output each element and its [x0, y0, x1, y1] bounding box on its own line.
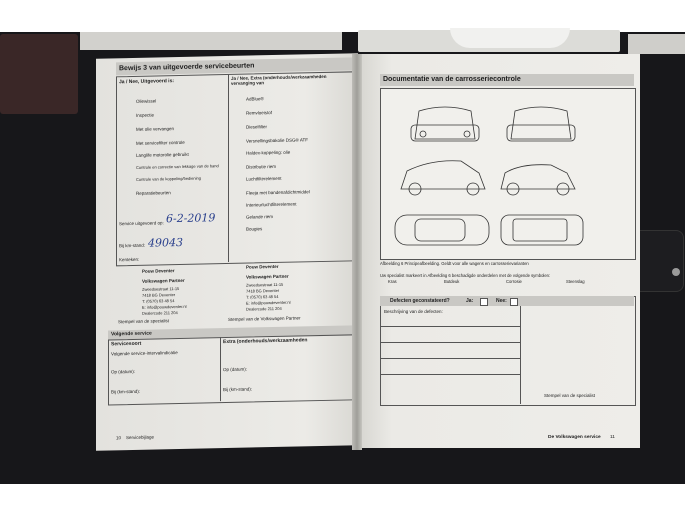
stamp-right-caption: Stempel van de Volkswagen Partner	[228, 315, 301, 322]
row-right-7: Luchtfilterelement	[246, 175, 282, 182]
diagram-caption: Afbeelding 6 Principeafbeelding. Geldt voor alle wagens en carrosserievarianten	[380, 261, 529, 266]
right-paper-edge	[628, 34, 685, 54]
book-spine-shadow	[352, 54, 362, 450]
stamp-left-name: Pouw Deventer	[142, 268, 175, 274]
row-right-2: Remvloeistof	[246, 110, 273, 116]
row-left-2: Inspectie	[136, 112, 155, 118]
no-checkbox[interactable]	[510, 298, 518, 306]
km-label: Bij km-stand:	[119, 242, 146, 249]
km-handwritten: 49043	[148, 235, 183, 250]
symbol-steenslag: Steenslag	[566, 279, 585, 284]
next-divider	[220, 337, 221, 401]
col-right-header: Ja / Nee, Extra (onderhouds/werkzaamheden vervanging van	[231, 73, 327, 86]
row-left-8: Reparatiebeurten	[136, 190, 171, 196]
row-right-8: Fleeja met bandenafdichtmiddel	[246, 189, 310, 196]
defects-row-2	[380, 342, 520, 343]
defects-stamp-caption: Stempel van de specialist	[544, 393, 596, 398]
row-left-3: Met olie vervangen	[136, 126, 175, 132]
left-page	[96, 53, 358, 450]
stamp-right-name: Pouw Deventer	[246, 263, 279, 270]
row-right-3: Dieselfilter	[246, 124, 268, 130]
left-footer: Servicebijlage	[126, 434, 155, 441]
right-page	[358, 54, 640, 448]
kenteken-label: Kenteken:	[119, 256, 140, 263]
defects-label: Defecten geconstateerd?	[390, 298, 450, 304]
stamp-right-email: E: info@pouwdeventer.nl	[246, 299, 291, 306]
next-row1: Volgende service-intervalindicatie	[111, 350, 178, 357]
stamp-left-caption: Stempel van de specialist	[118, 318, 170, 325]
stamp-left-email: E: info@pouwdeventer.nl	[142, 303, 187, 310]
grey-booklet-top	[80, 32, 342, 50]
bottom-border	[0, 484, 685, 514]
left-page-title: Bewijs 3 van uitgevoerde servicebeurten	[116, 57, 354, 75]
defects-description: Beschrijving van de defecten:	[384, 309, 443, 314]
row-left-1: Oliewissel	[136, 98, 157, 104]
car-diagram	[381, 89, 635, 259]
row-left-6: Controle en correctie van lekkage van de band	[136, 163, 219, 170]
defects-row-1	[380, 326, 520, 327]
row-right-10: Gelande riem	[246, 214, 274, 220]
service-date-handwritten: 6-2-2019	[166, 211, 216, 226]
row-right-5: Haldex-koppeling: olie	[246, 149, 291, 156]
stamp-left-city: 7418 BG Deventer	[142, 292, 176, 298]
next-col1: Servicesoort	[111, 340, 142, 348]
row-right-1: AdBlue®	[246, 96, 264, 102]
row-right-11: Bougies	[246, 226, 263, 232]
car-diagram-frame	[380, 88, 636, 260]
stamp-right-partner: Volkswagen Partner	[246, 273, 289, 280]
dark-case-left	[0, 34, 78, 114]
defects-divider	[520, 306, 521, 404]
right-page-title: Documentatie van de carrosseriecontrole	[380, 74, 634, 86]
next-date-right: Op (datum):	[223, 366, 248, 373]
defects-yes: Ja:	[466, 298, 474, 304]
next-date-left: Op (datum):	[111, 368, 136, 375]
row-right-4: Versnellingsbakolie DSG® ATF	[246, 137, 309, 144]
next-km-right: Bij (km-stand):	[223, 386, 253, 393]
yes-checkbox[interactable]	[480, 298, 488, 306]
top-border	[0, 0, 685, 32]
symbol-corrosie: Corrosie	[506, 279, 522, 284]
row-left-4: Met servicefilter controle	[136, 139, 185, 146]
key-button	[672, 268, 680, 276]
right-footer: De Volkswagen service	[548, 435, 601, 440]
symbol-butdeuk: Butdeuk	[444, 279, 460, 284]
defects-row-4	[380, 374, 520, 375]
marking-intro: Uw specialist markeert in Afbeelding 6 beschadigde onderdelen met de volgende symbolen:	[380, 273, 551, 278]
stamp-right-dealercode: Dealercode 211 204	[246, 305, 282, 312]
right-page-number: 11	[610, 435, 615, 440]
stamp-left-phone: T: (0570) 63 48 54	[142, 298, 175, 304]
stamp-right-phone: T: (0570) 63 48 54	[246, 293, 279, 300]
next-km-left: Bij (km-stand):	[111, 388, 141, 395]
defects-no: Nee:	[496, 298, 507, 304]
stamp-left-street: Zweedsestraat 11-15	[142, 285, 180, 292]
defects-row-3	[380, 358, 520, 359]
next-service-title: Volgende service	[108, 325, 354, 339]
row-left-5: Langlife motorolie gebruikt	[136, 151, 189, 158]
symbol-kras: Kras	[388, 279, 397, 284]
stamp-left-partner: Volkswagen Partner	[142, 277, 185, 284]
next-col2: Extra (onderhouds/werkzaamheden	[223, 337, 308, 346]
service-date-label: Service uitgevoerd op:	[119, 220, 164, 227]
left-page-number: 10	[116, 435, 122, 441]
stamp-right-street: Zweedsestraat 11-15	[246, 281, 284, 288]
stamp-left-dealercode: Dealercode 211 204	[142, 310, 178, 316]
row-right-9: Interieurluchtfilterelement	[246, 201, 297, 208]
stamp-right-city: 7418 BG Deventer	[246, 287, 280, 294]
row-right-6: Distributie riem	[246, 163, 277, 170]
disc-edge	[450, 28, 570, 48]
checklist-divider	[228, 74, 229, 262]
col-left-header: Ja / Nee, Uitgevoerd is:	[119, 78, 175, 86]
row-left-7: Controle van de koppeling/bediening	[136, 175, 201, 182]
